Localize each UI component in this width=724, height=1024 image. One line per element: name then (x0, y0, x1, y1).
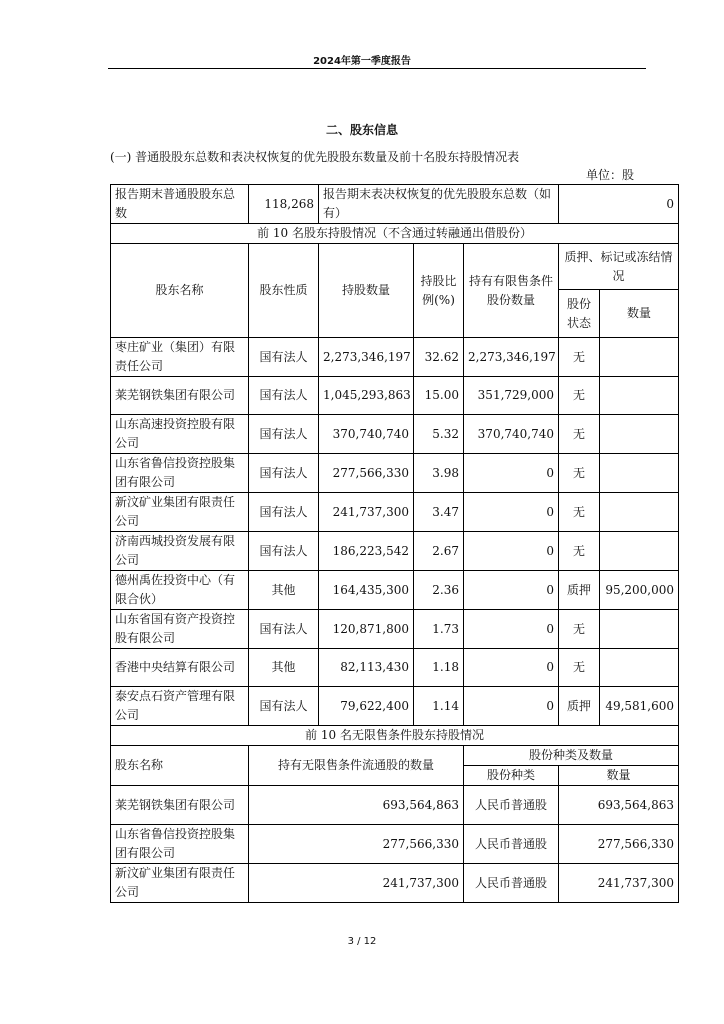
holder-pledge-qty (600, 377, 679, 415)
holder-pledge-qty (600, 493, 679, 532)
holder-status: 无 (559, 649, 600, 687)
holder-restricted: 0 (464, 610, 559, 649)
holder-nature: 国有法人 (249, 687, 319, 726)
holder-nature: 国有法人 (249, 532, 319, 571)
holder-shares: 79,622,400 (319, 687, 414, 726)
table-row (111, 649, 679, 687)
preferred-shareholders-label: 报告期末表决权恢复的优先股股东总数（如有） (319, 185, 559, 224)
col-header-nature: 股东性质 (249, 244, 319, 338)
table-row (111, 454, 679, 493)
u-holder-type: 人民币普通股 (464, 786, 559, 825)
u-holder-type: 人民币普通股 (464, 864, 559, 903)
u-holder-type: 人民币普通股 (464, 825, 559, 864)
holder-shares: 82,113,430 (319, 649, 414, 687)
holder-ratio: 1.18 (414, 649, 464, 687)
holder-shares: 186,223,542 (319, 532, 414, 571)
holder-restricted: 0 (464, 649, 559, 687)
holder-restricted: 0 (464, 571, 559, 610)
col-header-status: 股份状态 (559, 290, 600, 338)
holder-shares: 120,871,800 (319, 610, 414, 649)
col-header-qty: 数量 (600, 290, 679, 338)
table-row (111, 864, 679, 903)
unrestricted-title: 前 10 名无限售条件股东持股情况 (111, 726, 679, 746)
total-shareholders-value: 118,268 (249, 185, 319, 224)
u-holder-count: 241,737,300 (249, 864, 464, 903)
holder-name: 泰安点石资产管理有限公司 (111, 687, 249, 726)
unrestricted-header-row (111, 746, 679, 766)
holder-status: 无 (559, 377, 600, 415)
table-row (111, 493, 679, 532)
holder-ratio: 5.32 (414, 415, 464, 454)
holder-ratio: 2.36 (414, 571, 464, 610)
table-row (111, 377, 679, 415)
holder-status: 质押 (559, 687, 600, 726)
table-row (111, 338, 679, 377)
section-title: 二、股东信息 (325, 123, 398, 137)
table-row (111, 415, 679, 454)
col-header-pledge: 质押、标记或冻结情况 (559, 244, 679, 290)
subsection-title: (一) 普通股股东总数和表决权恢复的优先股股东数量及前十名股东持股情况表 (110, 150, 520, 164)
holder-nature: 国有法人 (249, 338, 319, 377)
header-divider (108, 68, 646, 69)
table-row (111, 687, 679, 726)
u-col-header-qty: 数量 (559, 766, 679, 786)
u-holder-count: 693,564,863 (249, 786, 464, 825)
holder-status: 无 (559, 610, 600, 649)
holder-name: 济南西城投资发展有限公司 (111, 532, 249, 571)
holder-restricted: 0 (464, 454, 559, 493)
holder-status: 无 (559, 532, 600, 571)
holder-pledge-qty (600, 338, 679, 377)
preferred-shareholders-value: 0 (559, 185, 679, 224)
u-holder-qty: 277,566,330 (559, 825, 679, 864)
holder-nature: 其他 (249, 649, 319, 687)
u-col-header-count: 持有无限售条件流通股的数量 (249, 746, 464, 786)
table-row (111, 610, 679, 649)
holder-status: 无 (559, 415, 600, 454)
holder-pledge-qty: 95,200,000 (600, 571, 679, 610)
page-header-title: 2024年第一季度报告 (313, 56, 411, 67)
total-shareholders-label: 报告期末普通股股东总数 (111, 185, 249, 224)
holder-shares: 2,273,346,197 (319, 338, 414, 377)
u-holder-name: 莱芜钢铁集团有限公司 (111, 786, 249, 825)
holder-restricted: 0 (464, 532, 559, 571)
table-row (111, 571, 679, 610)
holder-pledge-qty: 49,581,600 (600, 687, 679, 726)
holder-ratio: 3.98 (414, 454, 464, 493)
top10-title-row (111, 224, 679, 244)
holder-status: 无 (559, 338, 600, 377)
holder-restricted: 2,273,346,197 (464, 338, 559, 377)
holder-nature: 国有法人 (249, 377, 319, 415)
holder-pledge-qty (600, 454, 679, 493)
holder-name: 枣庄矿业（集团）有限责任公司 (111, 338, 249, 377)
shareholder-table (110, 184, 679, 903)
u-holder-name: 新汶矿业集团有限责任公司 (111, 864, 249, 903)
col-header-shares: 持股数量 (319, 244, 414, 338)
holder-name: 德州禹佐投资中心（有限合伙） (111, 571, 249, 610)
holder-ratio: 1.14 (414, 687, 464, 726)
holder-restricted: 351,729,000 (464, 377, 559, 415)
page-number: 3 / 12 (347, 936, 377, 947)
holder-restricted: 0 (464, 687, 559, 726)
unrestricted-title-row (111, 726, 679, 746)
top10-header-row (111, 244, 679, 290)
u-col-header-type: 股份种类 (464, 766, 559, 786)
table-row (111, 786, 679, 825)
holder-name: 新汶矿业集团有限责任公司 (111, 493, 249, 532)
holder-shares: 370,740,740 (319, 415, 414, 454)
table-row (111, 532, 679, 571)
holder-restricted: 370,740,740 (464, 415, 559, 454)
unit-label: 单位：股 (586, 168, 635, 182)
u-col-header-type-qty: 股份种类及数量 (464, 746, 679, 766)
holder-name: 香港中央结算有限公司 (111, 649, 249, 687)
holder-name: 山东高速投资控股有限公司 (111, 415, 249, 454)
holder-pledge-qty (600, 649, 679, 687)
holder-pledge-qty (600, 610, 679, 649)
table-row (111, 825, 679, 864)
u-holder-count: 277,566,330 (249, 825, 464, 864)
holder-nature: 其他 (249, 571, 319, 610)
col-header-name: 股东名称 (111, 244, 249, 338)
holder-ratio: 2.67 (414, 532, 464, 571)
col-header-restricted: 持有有限售条件股份数量 (464, 244, 559, 338)
u-holder-qty: 241,737,300 (559, 864, 679, 903)
holder-nature: 国有法人 (249, 610, 319, 649)
holder-ratio: 32.62 (414, 338, 464, 377)
holder-shares: 1,045,293,863 (319, 377, 414, 415)
holder-ratio: 1.73 (414, 610, 464, 649)
holder-shares: 164,435,300 (319, 571, 414, 610)
holder-status: 无 (559, 454, 600, 493)
u-holder-qty: 693,564,863 (559, 786, 679, 825)
holder-name: 莱芜钢铁集团有限公司 (111, 377, 249, 415)
holder-status: 无 (559, 493, 600, 532)
holder-nature: 国有法人 (249, 415, 319, 454)
holder-nature: 国有法人 (249, 493, 319, 532)
holder-shares: 277,566,330 (319, 454, 414, 493)
holder-status: 质押 (559, 571, 600, 610)
holder-pledge-qty (600, 532, 679, 571)
top10-title: 前 10 名股东持股情况（不含通过转融通出借股份） (111, 224, 679, 244)
u-holder-name: 山东省鲁信投资控股集团有限公司 (111, 825, 249, 864)
u-col-header-name: 股东名称 (111, 746, 249, 786)
holder-shares: 241,737,300 (319, 493, 414, 532)
holder-pledge-qty (600, 415, 679, 454)
holder-ratio: 15.00 (414, 377, 464, 415)
holder-ratio: 3.47 (414, 493, 464, 532)
holder-name: 山东省鲁信投资控股集团有限公司 (111, 454, 249, 493)
holder-nature: 国有法人 (249, 454, 319, 493)
holder-name: 山东省国有资产投资控股有限公司 (111, 610, 249, 649)
col-header-ratio: 持股比例(%) (414, 244, 464, 338)
summary-row (111, 185, 679, 224)
holder-restricted: 0 (464, 493, 559, 532)
